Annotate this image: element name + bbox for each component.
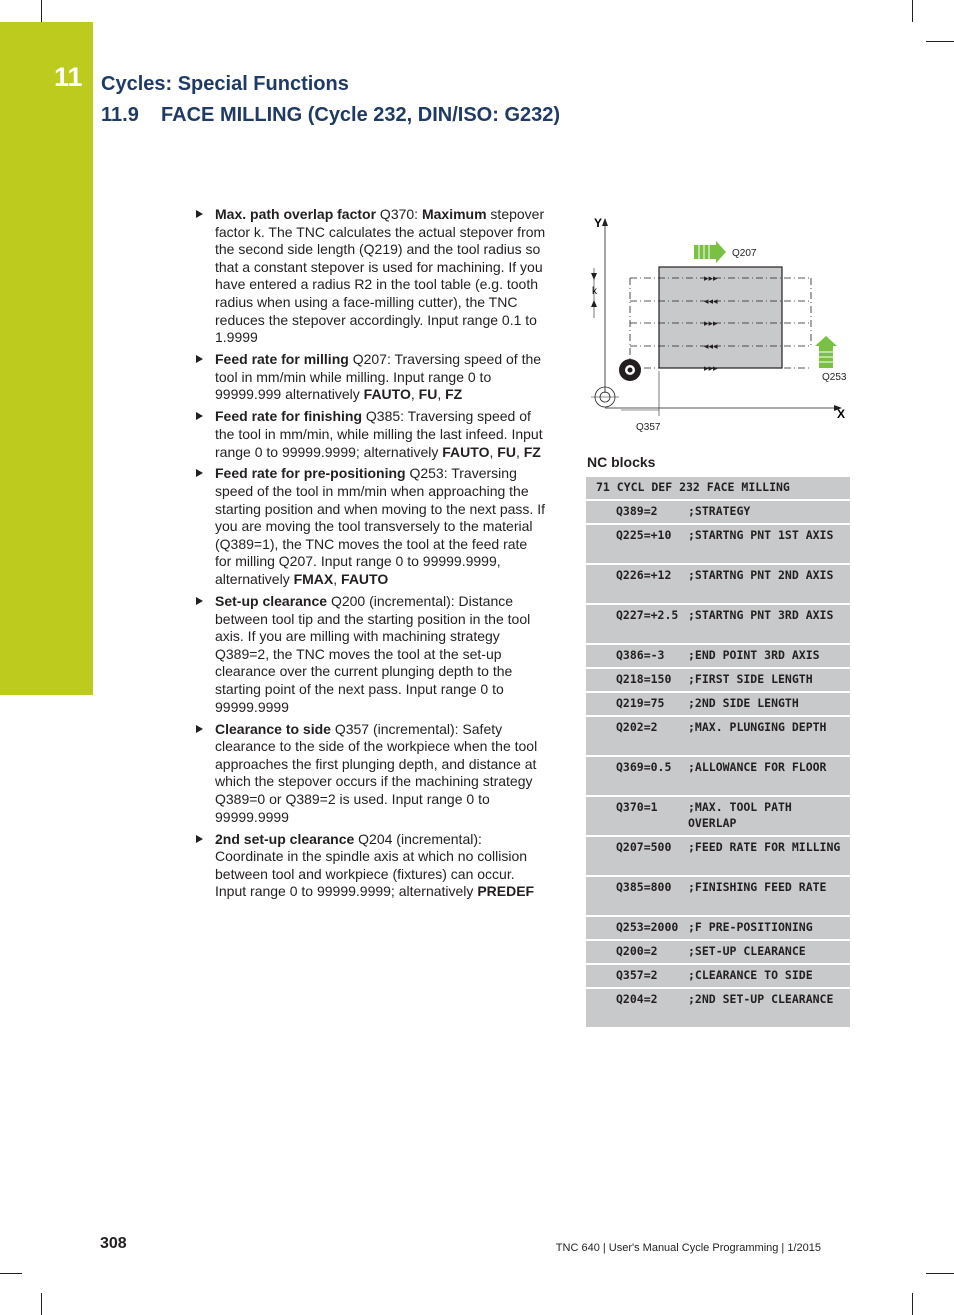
crop-mark [912, 0, 913, 22]
parameter-item [194, 465, 546, 588]
parameter-name: 2nd set-up clearance [215, 830, 355, 847]
parameter-text: , [410, 386, 419, 403]
svg-text:◂◂◂: ◂◂◂ [704, 297, 718, 307]
q207-feed-arrow-icon [694, 241, 726, 263]
page-number: 308 [100, 1235, 127, 1252]
parameter-name: Max. path overlap factor [215, 206, 377, 222]
nc-row [586, 877, 850, 915]
nc-comment: ;MAX. PLUNGING DEPTH [688, 720, 827, 734]
nc-row [586, 565, 850, 603]
nc-row [586, 693, 850, 715]
milling-tool-icon [619, 359, 641, 381]
svg-text:▸▸▸: ▸▸▸ [704, 364, 718, 374]
parameter-text: Q204 (incremental): Coordinate in the spindle axis at which no collision between tool and workpiece (fixtures) can occur. Input range 0 to 99999.9999; alternatively [215, 830, 528, 900]
nc-comment: ;CLEARANCE TO SIDE [688, 968, 813, 982]
nc-comment: ;SET-UP CLEARANCE [688, 944, 806, 958]
parameter-name: Feed rate for finishing [215, 408, 363, 425]
nc-comment: ;FIRST SIDE LENGTH [688, 672, 813, 686]
crop-mark [41, 1293, 42, 1315]
nc-param: Q227=+2.5 [616, 608, 679, 622]
nc-param: Q225=+10 [616, 528, 672, 542]
y-axis-label: Y [594, 216, 603, 230]
nc-param: Q389=2 [616, 504, 658, 518]
parameter-keyword: FZ [523, 443, 541, 460]
parameter-text: , [489, 443, 498, 460]
nc-param: Q253=2000 [616, 920, 679, 934]
crop-mark [0, 1273, 22, 1274]
nc-row [586, 717, 850, 755]
bullet-triangle-icon [196, 469, 203, 477]
parameter-text: Q357 (incremental): Safety clearance to the side of the workpiece when the tool approaches the first plunging depth, and distance at which the stepover occurs if the machining strategy Q389=0 or Q389=2 is used. Input range 0 to 99999.9999 [215, 720, 538, 825]
parameter-text: Q370: [376, 206, 422, 222]
parameter-text: stepover factor k. The TNC calculates the actual stepover from the second side length (Q219) and the tool radius so that a constant stepover is used for machining. If you have entered a radius R2 in the tool table (e.g. tooth radius when using a face-milling cutter), the TNC reduces the stepover accordingly. Input range 0.1 to 1.9999 [215, 206, 546, 346]
nc-param: Q386=-3 [616, 648, 665, 662]
parameter-text: , [437, 386, 446, 403]
bullet-triangle-icon [196, 355, 203, 363]
nc-comment: ;FEED RATE FOR MILLING [688, 840, 841, 854]
parameter-keyword: FAUTO [363, 386, 411, 403]
nc-row [586, 757, 850, 795]
nc-param: Q218=150 [616, 672, 672, 686]
nc-row [586, 989, 850, 1027]
q357-label: Q357 [636, 422, 661, 433]
workpiece-rect [659, 267, 782, 368]
svg-text:◂◂◂: ◂◂◂ [704, 342, 718, 352]
parameter-item [194, 351, 546, 404]
nc-row [586, 917, 850, 939]
nc-header-line: 71 CYCL DEF 232 FACE MILLING [586, 477, 850, 499]
nc-comment: ;MAX. TOOL PATH OVERLAP [688, 800, 792, 830]
nc-param: Q207=500 [616, 840, 672, 854]
bullet-triangle-icon [196, 210, 203, 218]
nc-row [586, 797, 850, 835]
parameter-item [194, 408, 546, 461]
parameter-item [194, 206, 546, 347]
nc-param: Q219=75 [616, 696, 665, 710]
chapter-title: Cycles: Special Functions [101, 73, 349, 95]
crop-mark [912, 1293, 913, 1315]
nc-blocks-table [586, 477, 850, 1027]
svg-text:▸▸▸: ▸▸▸ [704, 274, 718, 284]
crop-mark [926, 1273, 954, 1274]
nc-comment: ;ALLOWANCE FOR FLOOR [688, 760, 827, 774]
nc-comment: ;2ND SET-UP CLEARANCE [688, 992, 834, 1006]
q253-feed-arrow-icon [815, 336, 837, 368]
parameter-item [194, 831, 546, 901]
parameter-text: Q253: Traversing speed of the tool in mm/min when approaching the starting position and when moving to the next pass. If you are moving the tool transversely to the material (Q389=1), the TNC moves the tool at the feed rate for milling Q207. Input range 0 to 99999.9999, alternatively [215, 465, 545, 588]
parameter-keyword: FU [418, 386, 438, 403]
parameter-name: Feed rate for pre-positioning [215, 465, 406, 482]
bullet-triangle-icon [196, 412, 203, 420]
parameter-list [194, 206, 546, 905]
parameter-text: Q200 (incremental): Distance between tool tip and the starting position in the tool axis. If you are milling with machining strategy Q389=2, the TNC moves the tool at the set-up clearance over the current plunging depth to the starting point of the next pass. Input range 0 to 99999.9999 [215, 593, 531, 715]
nc-param: Q202=2 [616, 720, 658, 734]
nc-row [586, 605, 850, 643]
nc-comment: ;END POINT 3RD AXIS [688, 648, 820, 662]
nc-comment: ;STARTNG PNT 1ST AXIS [688, 528, 834, 542]
parameter-text: Q385: Traversing speed of the tool in mm/min, while milling the last infeed. Input range 0 to 99999.9999; alternatively [215, 408, 543, 460]
nc-comment: ;2ND SIDE LENGTH [688, 696, 799, 710]
parameter-text: , [333, 571, 342, 588]
chapter-side-tab [0, 22, 93, 695]
q207-label: Q207 [732, 248, 757, 259]
nc-comment: ;F PRE-POSITIONING [688, 920, 813, 934]
y-axis-arrow [602, 218, 608, 226]
parameter-text: , [515, 443, 524, 460]
nc-comment: ;STARTNG PNT 3RD AXIS [688, 608, 834, 622]
nc-param: Q226=+12 [616, 568, 672, 582]
parameter-keyword: FU [497, 443, 516, 460]
q253-label: Q253 [822, 372, 847, 383]
nc-row [586, 645, 850, 667]
nc-param: Q385=800 [616, 880, 672, 894]
parameter-keyword: FMAX [293, 571, 334, 588]
face-milling-diagram [586, 206, 852, 438]
nc-param: Q357=2 [616, 968, 658, 982]
nc-row [586, 501, 850, 523]
nc-comment: ;STRATEGY [688, 504, 751, 518]
parameter-keyword: FAUTO [442, 443, 490, 460]
svg-text:▸▸▸: ▸▸▸ [704, 319, 718, 329]
k-label: k [592, 286, 597, 297]
nc-row [586, 525, 850, 563]
bullet-triangle-icon [196, 725, 203, 733]
section-title-text: 11.9 FACE MILLING (Cycle 232, DIN/ISO: G232) [101, 104, 561, 126]
parameter-keyword: Maximum [421, 206, 487, 222]
parameter-text: Q207: Traversing speed of the tool in mm/min while milling. Input range 0 to 99999.999 alternatively [215, 351, 542, 403]
footer-text: TNC 640 | User's Manual Cycle Programming | 1/2015 [555, 1242, 821, 1254]
chapter-number: 11 [54, 62, 83, 92]
crop-mark [926, 41, 954, 42]
nc-param: Q370=1 [616, 800, 658, 814]
nc-comment: ;STARTNG PNT 2ND AXIS [688, 568, 834, 582]
crop-mark [41, 0, 42, 22]
face-milling-figure [586, 206, 852, 438]
bullet-triangle-icon [196, 835, 203, 843]
parameter-name: Set-up clearance [215, 593, 328, 610]
parameter-keyword: PREDEF [477, 883, 535, 900]
nc-comment: ;FINISHING FEED RATE [688, 880, 827, 894]
parameter-item [194, 593, 546, 716]
parameter-keyword: FAUTO [341, 571, 389, 588]
nc-param: Q369=0.5 [616, 760, 672, 774]
nc-row [586, 669, 850, 691]
parameter-name: Clearance to side [215, 720, 331, 737]
nc-param: Q204=2 [616, 992, 658, 1006]
nc-param: Q200=2 [616, 944, 658, 958]
nc-row [586, 941, 850, 963]
parameter-keyword: FZ [445, 386, 463, 403]
nc-row [586, 965, 850, 987]
parameter-name: Feed rate for milling [215, 351, 349, 368]
nc-blocks-heading: NC blocks [587, 454, 656, 470]
bullet-triangle-icon [196, 597, 203, 605]
parameter-item [194, 721, 546, 827]
section-title [101, 104, 560, 127]
nc-row [586, 837, 850, 875]
x-axis-label: X [837, 407, 846, 421]
